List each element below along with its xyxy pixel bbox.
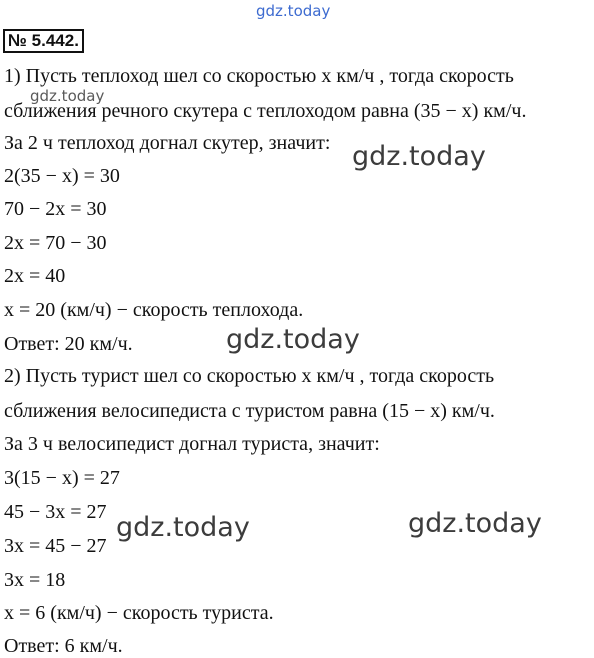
text-line-3: За 2 ч теплоход догнал скутер, значит: [4, 132, 331, 154]
text-line-13: 3(15 − x) = 27 [4, 467, 120, 489]
text-line-2: сближения речного скутера с теплоходом равна (35 − x) км/ч. [4, 100, 527, 122]
text-line-9: Ответ: 20 км/ч. [4, 333, 133, 355]
text-line-4: 2(35 − x) = 30 [4, 165, 120, 187]
text-line-10: 2) Пусть турист шел со скоростью x км/ч , тогда скорость [4, 365, 495, 387]
watermark-2: gdz.today [226, 324, 360, 355]
watermark-4: gdz.today [408, 508, 542, 539]
watermark-small: gdz.today [30, 87, 105, 105]
text-line-14: 45 − 3x = 27 [4, 501, 107, 523]
watermark-3: gdz.today [116, 512, 250, 543]
watermark-top: gdz.today [256, 2, 331, 20]
problem-number: № 5.442. [3, 29, 84, 53]
text-line-8: x = 20 (км/ч) − скорость теплохода. [4, 299, 304, 321]
text-line-16: 3x = 18 [4, 569, 66, 591]
text-line-18: Ответ: 6 км/ч. [4, 635, 123, 657]
text-line-12: За 3 ч велосипедист догнал туриста, значит: [4, 433, 380, 455]
text-line-15: 3x = 45 − 27 [4, 535, 107, 557]
text-line-1: 1) Пусть теплоход шел со скоростью x км/ч , тогда скорость [4, 65, 514, 87]
text-line-17: x = 6 (км/ч) − скорость туриста. [4, 602, 274, 624]
text-line-6: 2x = 70 − 30 [4, 232, 107, 254]
text-line-7: 2x = 40 [4, 265, 66, 287]
text-line-5: 70 − 2x = 30 [4, 198, 107, 220]
text-line-11: сближения велосипедиста с туристом равна (15 − x) км/ч. [4, 400, 495, 422]
watermark-1: gdz.today [352, 141, 486, 172]
